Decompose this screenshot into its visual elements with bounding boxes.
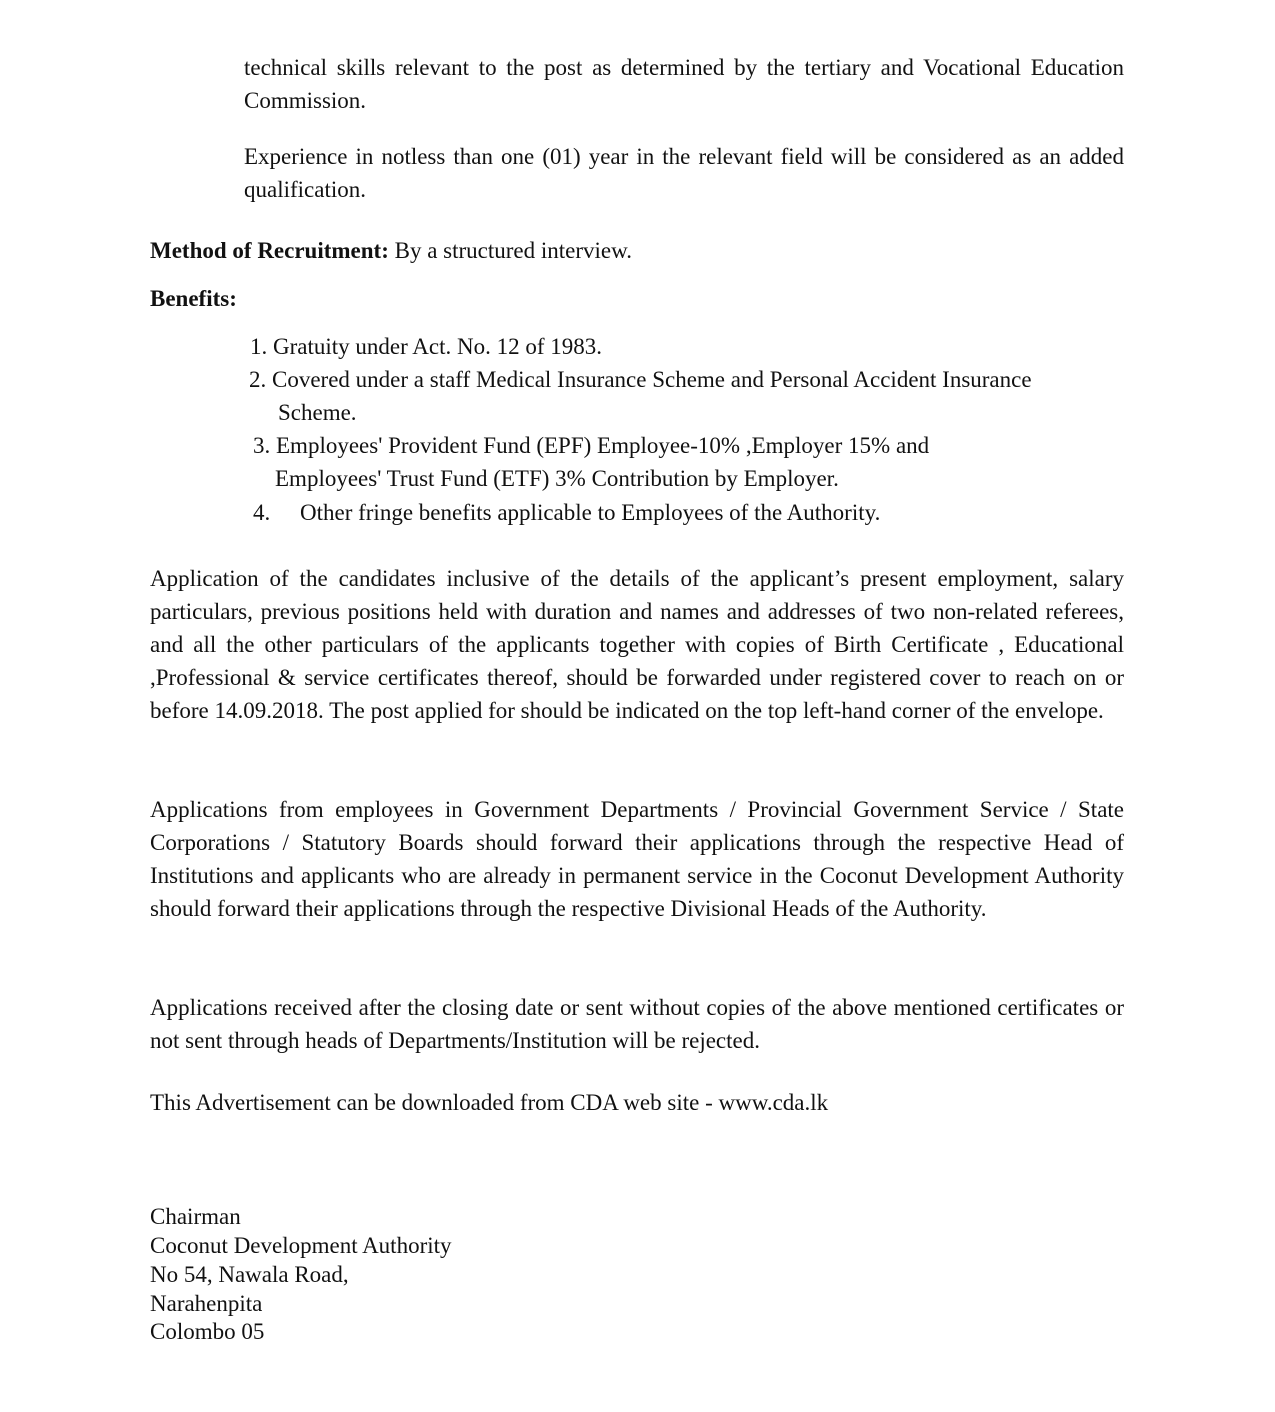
signatory-title: Chairman xyxy=(150,1204,241,1229)
benefit-item-3-line-1: 3. Employees' Provident Fund (EPF) Employee-10% ,Employer 15% and xyxy=(253,433,930,458)
address-street: No 54, Nawala Road, xyxy=(150,1262,349,1287)
government-employees-paragraph: Applications from employees in Government Departments / Provincial Government Service / State Corporations / Statutory Boards should forward their applications through the respective Head of Institutions and applicants who are already in permanent service in the Coconut Development Authority should forward their applications through the respective Divisional Heads of the Authority. xyxy=(150,797,1124,921)
benefit-item-2-line-2: Scheme. xyxy=(278,400,357,425)
recruitment-text: By a structured interview. xyxy=(388,238,633,263)
benefits-heading: Benefits: xyxy=(150,286,237,311)
address-city: Colombo 05 xyxy=(150,1319,265,1344)
download-notice: This Advertisement can be downloaded from CDA web site - www.cda.lk xyxy=(150,1090,829,1115)
address-area: Narahenpita xyxy=(150,1291,263,1316)
qualification-continuation: technical skills relevant to the post as determined by the tertiary and Vocational Education Commission. xyxy=(244,55,1124,113)
benefit-item-4-text: Other fringe benefits applicable to Employees of the Authority. xyxy=(300,500,881,525)
rejection-paragraph: Applications received after the closing date or sent without copies of the above mentioned certificates or not sent through heads of Departments/Institution will be rejected. xyxy=(150,995,1124,1053)
benefit-item-1: 1. Gratuity under Act. No. 12 of 1983. xyxy=(250,334,602,359)
organization-name: Coconut Development Authority xyxy=(150,1233,452,1258)
recruitment-label: Method of Recruitment: xyxy=(150,238,389,263)
application-paragraph: Application of the candidates inclusive of the details of the applicant’s present employment, salary particulars, previous positions held with duration and names and addresses of two non-related referees, and all the other particulars of the applicants together with copies of Birth Certificate , Educational ,Professional & service certificates thereof, should be forwarded under registered cover to reach on or before 14.09.2018. The post applied for should be indicated on the top left-hand corner of the envelope. xyxy=(150,566,1124,723)
recruitment-method xyxy=(150,234,1124,267)
benefit-item-2-line-1: 2. Covered under a staff Medical Insurance Scheme and Personal Accident Insurance xyxy=(249,367,1032,392)
benefit-item-3-line-2: Employees' Trust Fund (ETF) 3% Contribution by Employer. xyxy=(275,466,839,491)
experience-note: Experience in notless than one (01) year in the relevant field will be considered as an added qualification. xyxy=(244,144,1124,202)
benefit-item-4-number: 4. xyxy=(253,500,271,525)
